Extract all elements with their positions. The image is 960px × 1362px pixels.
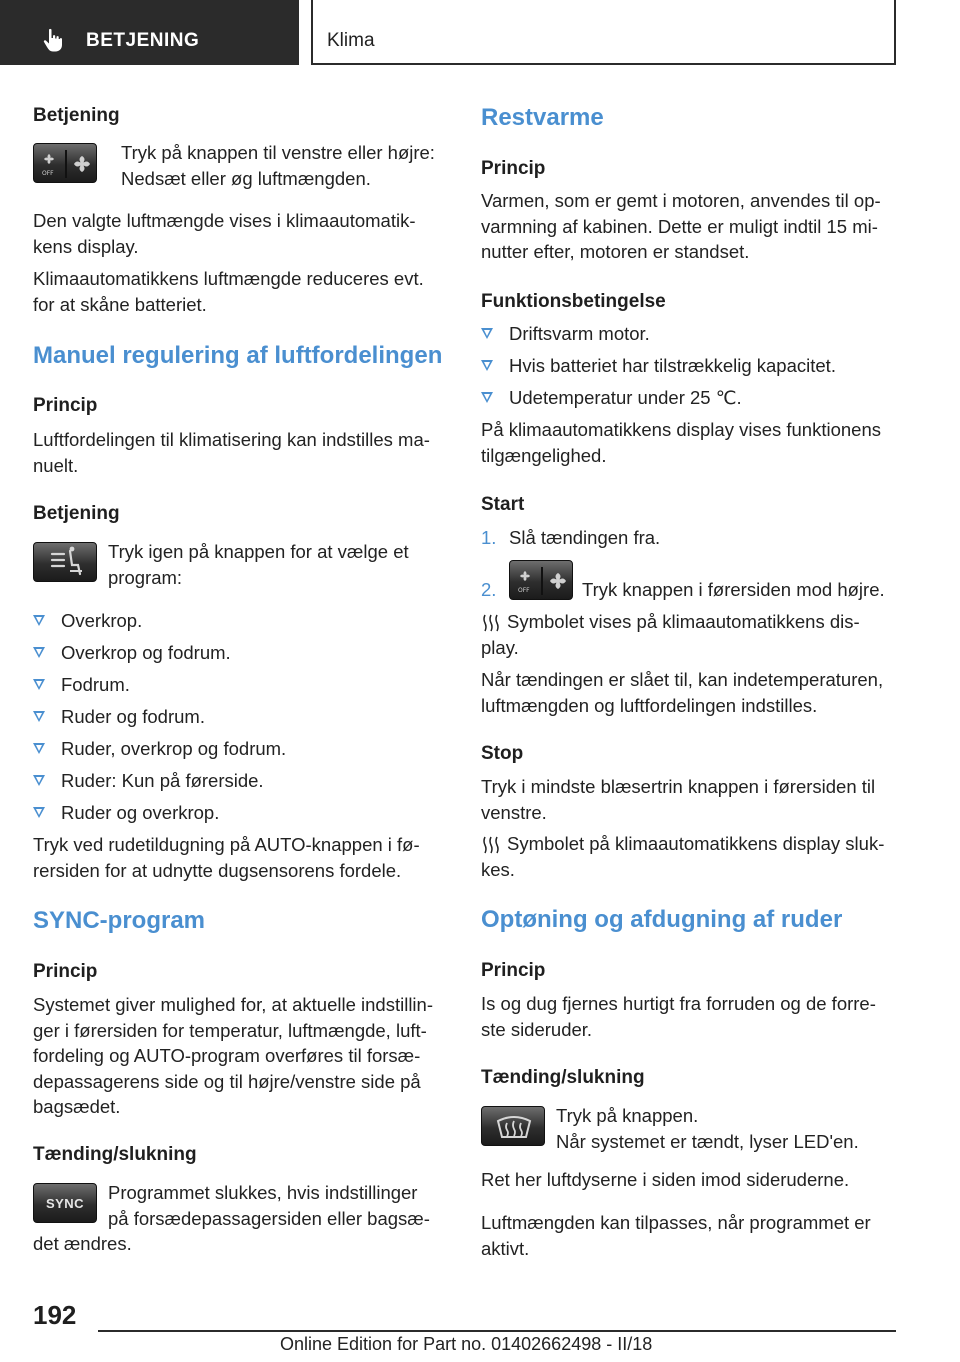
section-title: BETJENING xyxy=(86,30,200,51)
heading-princip: Princip xyxy=(33,395,98,416)
text-line: ste sideruder. xyxy=(481,1018,593,1040)
text-line: nuelt. xyxy=(33,454,79,476)
chapter-title: Klima xyxy=(327,30,375,51)
list-item-text: Fodrum. xyxy=(61,674,130,695)
text-line: Symbolet vises på klimaautomatikkens dis‐ xyxy=(507,611,860,632)
triangle-bullet-icon xyxy=(33,807,45,818)
text-line: Tryk på knappen til venstre eller højre: xyxy=(121,142,435,163)
text-line: kes. xyxy=(481,858,515,880)
text-line: Når systemet er tændt, lyser LED'en. xyxy=(556,1130,859,1152)
text-line: fordeling og AUTO-program overføres til forsæ‐ xyxy=(33,1045,421,1066)
svg-text:OFF: OFF xyxy=(42,170,54,177)
text-line: Nedsæt eller øg luftmængden. xyxy=(121,167,371,189)
text-line: varmning af kabinen. Dette er muligt indtil 15 mi‐ xyxy=(481,215,878,237)
paragraph-princip xyxy=(33,427,451,478)
step-number: 1. xyxy=(481,527,497,548)
heading-stop: Stop xyxy=(481,743,524,764)
heading-princip-r: Princip xyxy=(481,158,546,179)
heading-sync-program: SYNC-program xyxy=(33,907,206,934)
text-line: Tryk ved rudetildugning på AUTO-knappen i fø‐ xyxy=(33,834,420,855)
text-line: Luftfordelingen til klimatisering kan indstilles ma‐ xyxy=(33,429,430,450)
paragraph-auto xyxy=(33,832,451,883)
text-line: luftmængden og luftfordelingen indstilles. xyxy=(481,694,818,716)
sync-button-label: SYNC xyxy=(45,1195,85,1211)
heading-manuel-regulering: Manuel regulering af luftfordelingen xyxy=(33,342,443,369)
betjening2-text xyxy=(108,539,458,590)
text-line: Symbolet på klimaautomatikkens display sluk‐ xyxy=(507,833,885,854)
fan-button-image-2 xyxy=(509,560,573,600)
text-line: kens display. xyxy=(33,235,139,257)
text-line: nutter efter, motoren er standset. xyxy=(481,241,750,262)
triangle-bullet-icon xyxy=(481,392,493,403)
heading-funktionsbetingelse: Funktionsbetingelse xyxy=(481,291,666,312)
sync-button-image xyxy=(33,1183,97,1223)
airflow-button-image xyxy=(33,542,97,582)
list-item-text: Ruder og fodrum. xyxy=(61,706,205,727)
heading-betjening: Betjening xyxy=(33,105,120,126)
heading-princip-3: Princip xyxy=(481,960,546,981)
svg-text:OFF: OFF xyxy=(518,587,530,594)
paragraph-ret: Ret her luftdyserne i siden imod sideruderne. xyxy=(481,1169,850,1190)
triangle-bullet-icon xyxy=(33,711,45,722)
heading-start: Start xyxy=(481,494,525,515)
list-item-text: Ruder, overkrop og fodrum. xyxy=(61,738,287,759)
heading-restvarme: Restvarme xyxy=(481,104,604,131)
text-line: program: xyxy=(108,566,183,588)
fan-speed-icon xyxy=(510,561,573,600)
text-line: Tryk igen på knappen for at vælge et xyxy=(108,541,409,562)
heading-taending: Tænding/slukning xyxy=(33,1144,197,1165)
defrost-button-image xyxy=(481,1106,545,1146)
text-line: tilgængelighed. xyxy=(481,444,607,466)
heading-betjening-2: Betjening xyxy=(33,503,120,524)
paragraph-batteri xyxy=(33,266,451,317)
fan-speed-icon xyxy=(34,144,97,183)
triangle-bullet-icon xyxy=(33,647,45,658)
section-tab xyxy=(0,0,299,65)
list-item-text: Driftsvarm motor. xyxy=(509,323,650,344)
paragraph-princip-3 xyxy=(481,991,899,1042)
text-line: Den valgte luftmængde vises i klimaautomatik‐ xyxy=(33,210,416,231)
triangle-bullet-icon xyxy=(481,328,493,339)
paragraph-funktion xyxy=(481,417,899,468)
list-item-text: Udetemperatur under 25 ℃. xyxy=(509,387,742,408)
text-line: Varmen, som er gemt i motoren, anvendes til op‐ xyxy=(481,190,881,211)
taending-text-end: det ændres. xyxy=(33,1233,132,1254)
text-line: rersiden for at udnytte dugsensorens fordele. xyxy=(33,859,402,881)
list-item-text: Ruder og overkrop. xyxy=(61,802,220,823)
text-line: Is og dug fjernes hurtigt fra forruden og de forre‐ xyxy=(481,993,876,1014)
text-line: bagsædet. xyxy=(33,1096,121,1117)
air-distribution-icon xyxy=(34,543,97,582)
footer-divider xyxy=(98,1330,896,1332)
text-line: for at skåne batteriet. xyxy=(33,293,207,315)
text-line: Luftmængden kan tilpasses, når programmet er xyxy=(481,1212,871,1233)
paragraph-stop xyxy=(481,774,899,825)
step-number: 2. xyxy=(481,579,497,600)
text-line: Når tændingen er slået til, kan indetemperaturen, xyxy=(481,669,884,690)
text-line: play. xyxy=(481,636,519,658)
paragraph-luftmaengde-2 xyxy=(481,1210,899,1261)
text-line: ger i førersiden for temperatur, luftmængde, luft‐ xyxy=(33,1019,427,1041)
heading-princip-2: Princip xyxy=(33,961,98,982)
taending2-text xyxy=(556,1103,906,1154)
step-1-text: Slå tændingen fra. xyxy=(509,527,661,548)
triangle-bullet-icon xyxy=(33,743,45,754)
hand-pointer-icon xyxy=(40,27,66,53)
text-line: aktivt. xyxy=(481,1237,530,1259)
list-item-text: Overkrop og fodrum. xyxy=(61,642,231,663)
list-item-text: Hvis batteriet har tilstrækkelig kapacitet. xyxy=(509,355,836,376)
text-line: På klimaautomatikkens display vises funktionens xyxy=(481,419,881,440)
heading-optoening: Optøning og afdugning af ruder xyxy=(481,906,843,933)
paragraph-sync xyxy=(33,992,458,1120)
heading-taending-2: Tænding/slukning xyxy=(481,1067,645,1088)
text-line: Tryk i mindste blæsertrin knappen i førersiden til xyxy=(481,776,876,797)
text-line: Klimaautomatikkens luftmængde reduceres evt. xyxy=(33,268,424,289)
paragraph-symbol-1 xyxy=(481,609,899,660)
text-line: depassagerens side og til højre/venstre side på xyxy=(33,1070,421,1092)
triangle-bullet-icon xyxy=(33,679,45,690)
triangle-bullet-icon xyxy=(33,615,45,626)
triangle-bullet-icon xyxy=(33,775,45,786)
edition-text: Online Edition for Part no. 01402662498 - II/18 xyxy=(280,1334,653,1354)
text-line: venstre. xyxy=(481,801,547,823)
text-line: Programmet slukkes, hvis indstillinger xyxy=(108,1182,418,1203)
windshield-defrost-icon xyxy=(482,1107,545,1146)
paragraph-luftmaengde xyxy=(33,208,451,259)
paragraph-restvarme xyxy=(481,188,899,265)
betjening1-text xyxy=(121,140,461,191)
text-line: på forsædepassagersiden eller bagsæ‐ xyxy=(108,1207,430,1229)
taending-text xyxy=(108,1180,458,1231)
paragraph-naar xyxy=(481,667,901,718)
list-item-text: Overkrop. xyxy=(61,610,143,631)
text-line: Tryk på knappen. xyxy=(556,1105,699,1126)
fan-button-image xyxy=(33,143,97,183)
step-2-text: Tryk knappen i førersiden mod højre. xyxy=(582,579,885,600)
text-line: Systemet giver mulighed for, at aktuelle indstillin‐ xyxy=(33,994,433,1015)
page-number: 192 xyxy=(33,1300,77,1330)
list-item-text: Ruder: Kun på førerside. xyxy=(61,770,264,791)
paragraph-symbol-2 xyxy=(481,831,901,882)
triangle-bullet-icon xyxy=(481,360,493,371)
chapter-box xyxy=(311,0,896,65)
